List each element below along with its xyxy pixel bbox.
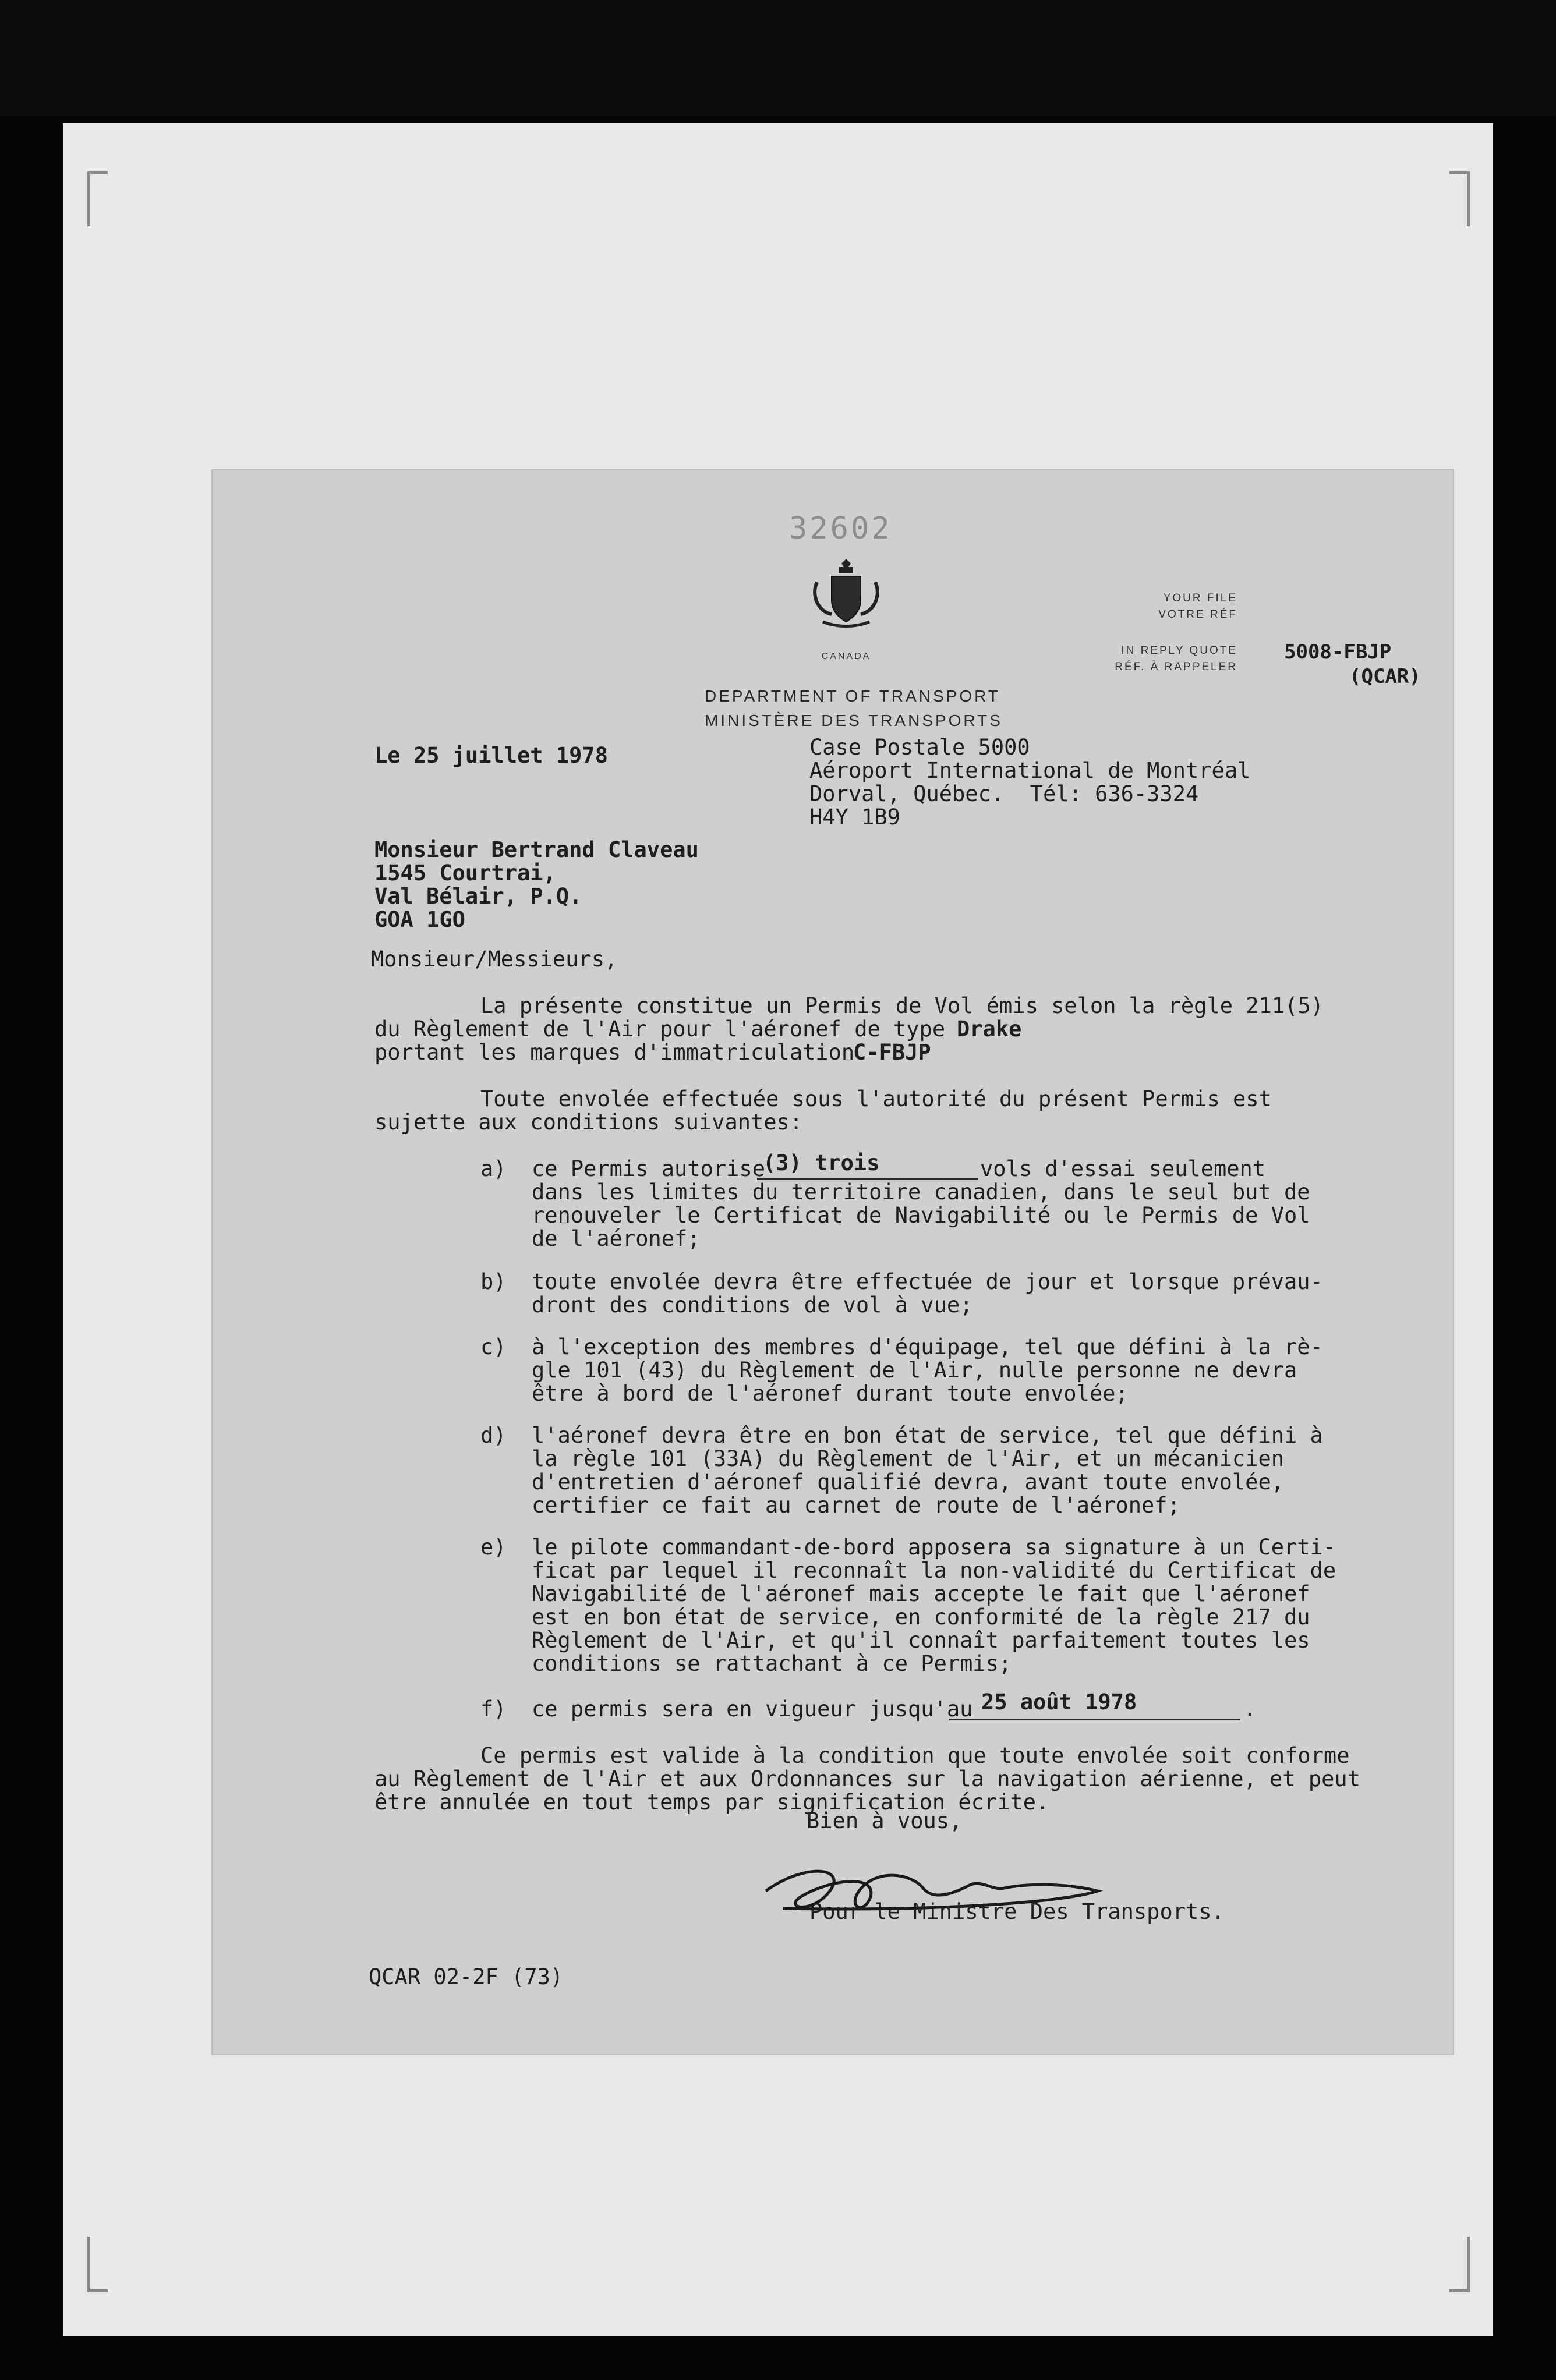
form-code: QCAR 02-2F (73) [369, 1964, 564, 1989]
item-b-text: dront des conditions de vol à vue; [532, 1292, 973, 1318]
recipient-line: GOA 1GO [374, 907, 465, 932]
item-a-text: renouveler le Certificat de Navigabilité ou le Permis de Vol [532, 1203, 1310, 1228]
sender-address-line: Aéroport International de Montréal [809, 758, 1251, 783]
item-e-text: conditions se rattachant à ce Permis; [532, 1651, 1012, 1676]
in-reply-label: IN REPLY QUOTE [1121, 644, 1237, 657]
item-a-text: vols d'essai seulement [980, 1156, 1266, 1181]
item-f-text: ce permis sera en vigueur jusqu'au [532, 1697, 973, 1722]
item-f-fill-line [949, 1719, 1240, 1720]
sender-address-line: Dorval, Québec. Tél: 636-3324 [809, 781, 1199, 806]
crop-mark-bottom-right [1449, 2237, 1470, 2292]
item-label-a: a) [480, 1156, 507, 1181]
item-label-f: f) [480, 1697, 507, 1722]
ref-rappeler-label: RÉF. À RAPPELER [1115, 661, 1237, 673]
closing-greeting: Bien à vous, [807, 1808, 963, 1833]
recipient-line: 1545 Courtrai, [374, 860, 556, 886]
item-c-text: être à bord de l'aéronef durant toute envolée; [532, 1381, 1129, 1406]
signature-line: Pour le Ministre Des Transports. [809, 1899, 1225, 1924]
file-code: (QCAR) [1349, 665, 1421, 688]
recipient-line: Monsieur Bertrand Claveau [374, 837, 699, 862]
salutation: Monsieur/Messieurs, [371, 947, 618, 972]
item-d-text: la règle 101 (33A) du Règlement de l'Air, et un mécanicien [532, 1446, 1285, 1471]
registration-mark: C-FBJP [853, 1040, 931, 1065]
item-label-d: d) [480, 1423, 507, 1448]
votre-ref-label: VOTRE RÉF [1158, 608, 1237, 621]
closing-paragraph-line: être annulée en tout temps par signification écrite. [374, 1790, 1049, 1815]
intro-line: portant les marques d'immatriculation [374, 1040, 855, 1065]
crop-mark-top-left [87, 171, 108, 226]
letter-page [213, 470, 1453, 2054]
department-name-en: DEPARTMENT OF TRANSPORT [705, 687, 1000, 705]
item-a-fill-value: (3) trois [763, 1150, 880, 1175]
item-a-text: de l'aéronef; [532, 1226, 701, 1251]
closing-paragraph-line: Ce permis est valide à la condition que toute envolée soit conforme [480, 1743, 1350, 1768]
item-e-text: Navigabilité de l'aéronef mais accepte le fait que l'aéronef [532, 1581, 1310, 1606]
file-number: 5008-FBJP [1284, 640, 1392, 664]
item-e-text: ficat par lequel il reconnaît la non-validité du Certificat de [532, 1558, 1336, 1583]
item-c-text: à l'exception des membres d'équipage, tel que défini à la rè- [532, 1334, 1323, 1359]
item-a-text: ce Permis autorise [532, 1156, 765, 1181]
closing-paragraph-line: au Règlement de l'Air et aux Ordonnances sur la navigation aérienne, et peut [374, 1766, 1360, 1791]
intro-line: La présente constitue un Permis de Vol émis selon la règle 211(5) [480, 993, 1324, 1018]
canada-coat-of-arms-icon [811, 559, 881, 640]
intro-line: du Règlement de l'Air pour l'aéronef de type [374, 1017, 946, 1042]
sender-address-line: H4Y 1B9 [809, 805, 900, 830]
item-d-text: certifier ce fait au carnet de route de l'aéronef; [532, 1493, 1180, 1518]
conditions-intro-line: sujette aux conditions suivantes: [374, 1110, 803, 1135]
item-e-text: est en bon état de service, en conformité de la règle 217 du [532, 1605, 1310, 1630]
document-number-stamp: 32602 [789, 511, 892, 546]
letter-date: Le 25 juillet 1978 [374, 743, 608, 768]
aircraft-type: Drake [957, 1017, 1022, 1042]
crop-mark-bottom-left [87, 2237, 108, 2292]
crop-mark-top-right [1449, 171, 1470, 226]
item-a-text: dans les limites du territoire canadien, dans le seul but de [532, 1180, 1310, 1205]
item-c-text: gle 101 (43) du Règlement de l'Air, nulle personne ne devra [532, 1358, 1297, 1383]
item-label-c: c) [480, 1334, 507, 1359]
item-label-e: e) [480, 1535, 507, 1560]
scan-top-strip [0, 0, 1556, 116]
emblem-caption: CANADA [821, 651, 871, 661]
item-f-text: . [1243, 1697, 1257, 1722]
item-d-text: d'entretien d'aéronef qualifié devra, avant toute envolée, [532, 1469, 1285, 1494]
item-f-fill-value: 25 août 1978 [981, 1690, 1137, 1715]
item-e-text: le pilote commandant-de-bord apposera sa signature à un Certi- [532, 1535, 1336, 1560]
item-d-text: l'aéronef devra être en bon état de service, tel que défini à [532, 1423, 1323, 1448]
item-label-b: b) [480, 1269, 507, 1294]
department-name-fr: MINISTÈRE DES TRANSPORTS [705, 711, 1003, 729]
recipient-line: Val Bélair, P.Q. [374, 884, 582, 909]
conditions-intro-line: Toute envolée effectuée sous l'autorité du présent Permis est [480, 1086, 1272, 1111]
your-file-label: YOUR FILE [1163, 592, 1237, 604]
item-b-text: toute envolée devra être effectuée de jour et lorsque prévau- [532, 1269, 1323, 1294]
sender-address-line: Case Postale 5000 [809, 735, 1030, 760]
item-e-text: Règlement de l'Air, et qu'il connaît parfaitement toutes les [532, 1628, 1310, 1653]
